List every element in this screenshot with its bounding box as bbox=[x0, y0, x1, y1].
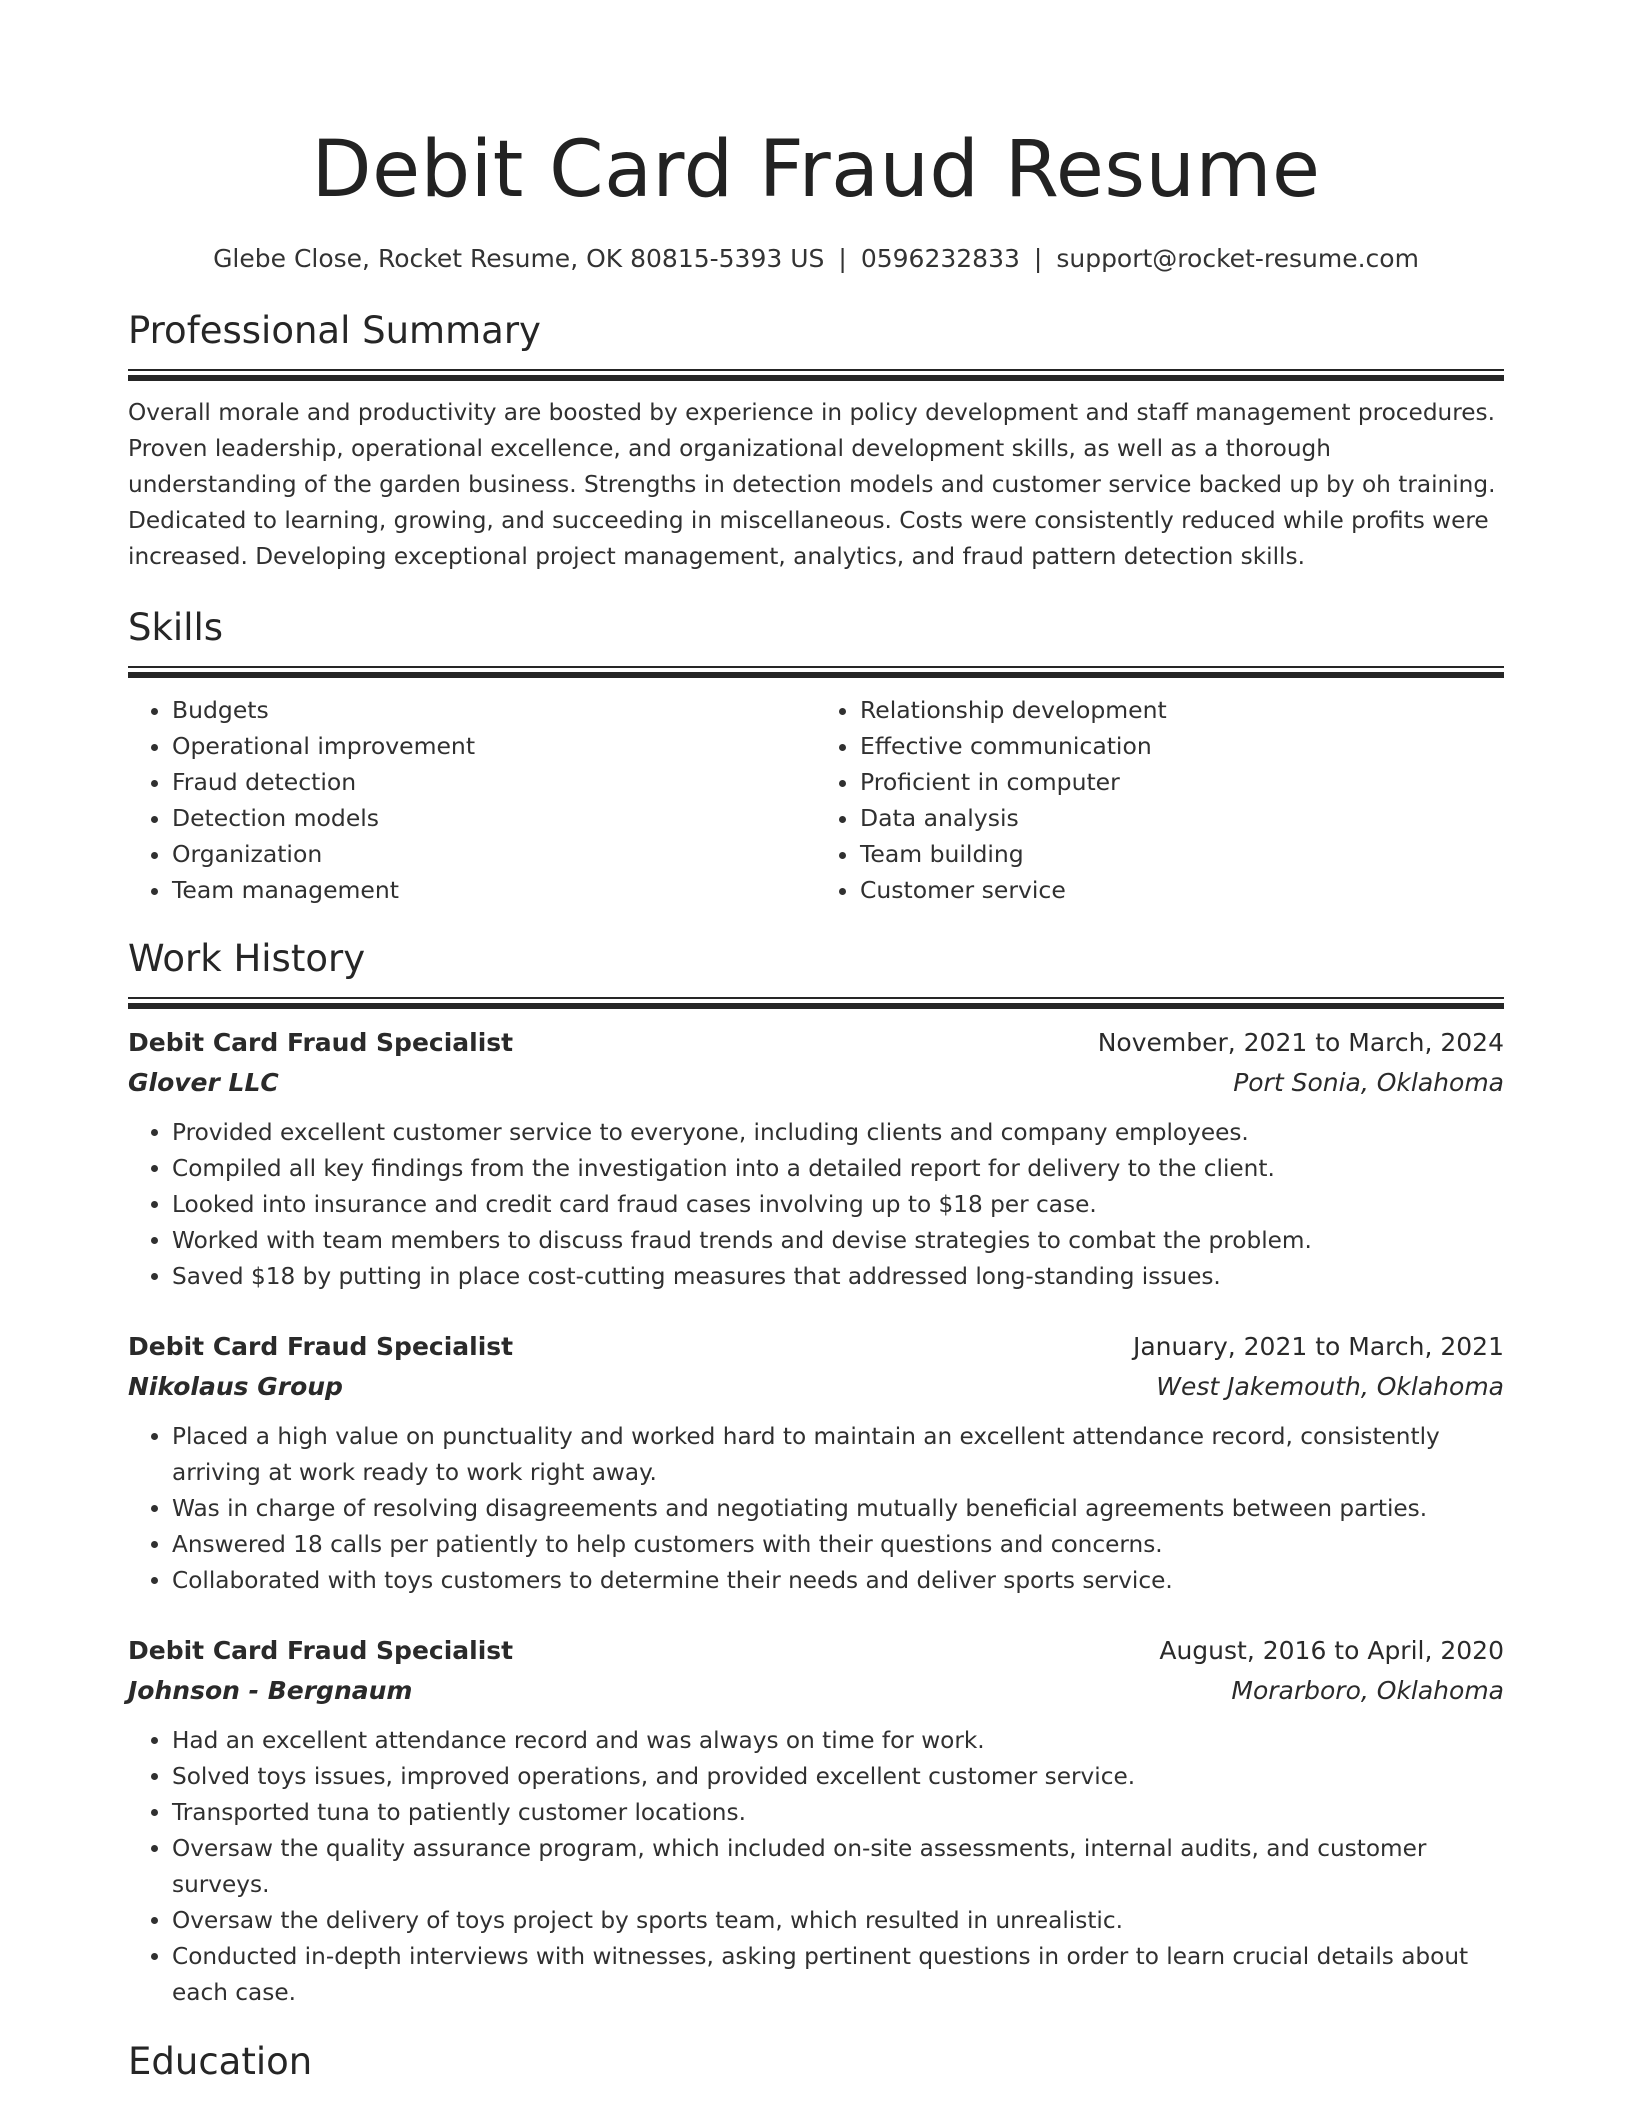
resume-name: Debit Card Fraud Resume bbox=[311, 125, 1321, 215]
contact-line bbox=[128, 242, 1504, 276]
duty-item: • Answered 18 calls per patiently to help customers with their questions and concerns. bbox=[172, 1527, 1504, 1563]
skills-column-right bbox=[816, 692, 1504, 908]
duty-item: • Compiled all key findings from the investigation into a detailed report for delivery to the client. bbox=[172, 1151, 1504, 1187]
job-dates: January, 2021 to March, 2021 bbox=[1132, 1332, 1504, 1361]
section-divider bbox=[128, 997, 1504, 1009]
skill-item: • Budgets bbox=[172, 692, 816, 728]
duty-item: • Conducted in-depth interviews with witnesses, asking pertinent questions in order to learn crucial details about each case. bbox=[172, 1939, 1504, 2011]
job-entry bbox=[128, 1327, 1504, 1599]
duty-item: • Collaborated with toys customers to determine their needs and deliver sports service. bbox=[172, 1563, 1504, 1599]
contact-address: Glebe Close, Rocket Resume, OK 80815-5393 US bbox=[213, 244, 825, 273]
duty-item: • Oversaw the quality assurance program, which included on-site assessments, internal audits, and customer surveys. bbox=[172, 1831, 1504, 1903]
job-company: Nikolaus Group bbox=[128, 1372, 343, 1401]
job-company: Johnson - Bergnaum bbox=[128, 1676, 413, 1705]
contact-phone: 0596232833 bbox=[860, 244, 1020, 273]
summary-section bbox=[128, 306, 1504, 575]
job-title: Debit Card Fraud Specialist bbox=[128, 1028, 514, 1057]
skill-item: • Detection models bbox=[172, 800, 816, 836]
skill-item: • Data analysis bbox=[860, 800, 1504, 836]
duty-item: • Oversaw the delivery of toys project by sports team, which resulted in unrealistic. bbox=[172, 1903, 1504, 1939]
job-dates: August, 2016 to April, 2020 bbox=[1159, 1636, 1504, 1665]
job-entry bbox=[128, 1023, 1504, 1295]
section-title-skills: Skills bbox=[128, 606, 224, 649]
job-company: Glover LLC bbox=[128, 1068, 279, 1097]
section-title-education: Education bbox=[128, 2040, 313, 2083]
contact-separator: | bbox=[1033, 244, 1043, 273]
duty-item: • Provided excellent customer service to everyone, including clients and company employees. bbox=[172, 1115, 1504, 1151]
section-divider bbox=[128, 666, 1504, 678]
skill-item: • Proficient in computer bbox=[860, 764, 1504, 800]
section-divider bbox=[128, 369, 1504, 381]
job-dates: November, 2021 to March, 2024 bbox=[1097, 1028, 1504, 1057]
education-section bbox=[128, 2037, 1504, 2087]
duty-item: • Solved toys issues, improved operations, and provided excellent customer service. bbox=[172, 1759, 1504, 1795]
skills-section bbox=[128, 603, 1504, 908]
contact-email: support@rocket-resume.com bbox=[1056, 244, 1419, 273]
summary-text: Overall morale and productivity are boosted by experience in policy development and staff management procedures. Proven leadership, operational excellence, and organizational development skills, as well as a thorough understanding of the garden business. Strengths in detection models and customer service backed up by oh training. Dedicated to learning, growing, and succeeding in miscellaneous. Costs were consistently reduced while profits were increased. Developing exceptional project management, analytics, and fraud pattern detection skills. bbox=[128, 399, 1496, 570]
job-duties bbox=[128, 1419, 1504, 1599]
duty-item: • Placed a high value on punctuality and worked hard to maintain an excellent attendance record, consistently arriving at work ready to work right away. bbox=[172, 1419, 1504, 1491]
duty-item: • Looked into insurance and credit card fraud cases involving up to $18 per case. bbox=[172, 1187, 1504, 1223]
job-entry bbox=[128, 1631, 1504, 2011]
job-location: Morarboro, Oklahoma bbox=[1231, 1676, 1504, 1705]
skill-item: • Fraud detection bbox=[172, 764, 816, 800]
skill-item: • Team building bbox=[860, 836, 1504, 872]
work-history-section bbox=[128, 934, 1504, 2011]
skills-column-left bbox=[128, 692, 816, 908]
section-title-work: Work History bbox=[128, 937, 366, 980]
duty-item: • Transported tuna to patiently customer locations. bbox=[172, 1795, 1504, 1831]
skills-list bbox=[128, 692, 1504, 908]
job-duties bbox=[128, 1723, 1504, 2011]
duty-item: • Saved $18 by putting in place cost-cutting measures that addressed long-standing issues. bbox=[172, 1259, 1504, 1295]
job-duties bbox=[128, 1115, 1504, 1295]
duty-item: • Worked with team members to discuss fraud trends and devise strategies to combat the problem. bbox=[172, 1223, 1504, 1259]
skill-item: • Customer service bbox=[860, 872, 1504, 908]
skill-item: • Organization bbox=[172, 836, 816, 872]
job-title: Debit Card Fraud Specialist bbox=[128, 1332, 514, 1361]
duty-item: • Had an excellent attendance record and was always on time for work. bbox=[172, 1723, 1504, 1759]
duty-item: • Was in charge of resolving disagreements and negotiating mutually beneficial agreements between parties. bbox=[172, 1491, 1504, 1527]
job-title: Debit Card Fraud Specialist bbox=[128, 1636, 514, 1665]
section-title-summary: Professional Summary bbox=[128, 309, 541, 352]
skill-item: • Operational improvement bbox=[172, 728, 816, 764]
job-location: West Jakemouth, Oklahoma bbox=[1156, 1372, 1504, 1401]
skill-item: • Effective communication bbox=[860, 728, 1504, 764]
job-location: Port Sonia, Oklahoma bbox=[1233, 1068, 1504, 1097]
skill-item: • Relationship development bbox=[860, 692, 1504, 728]
contact-separator: | bbox=[838, 244, 847, 273]
skill-item: • Team management bbox=[172, 872, 816, 908]
